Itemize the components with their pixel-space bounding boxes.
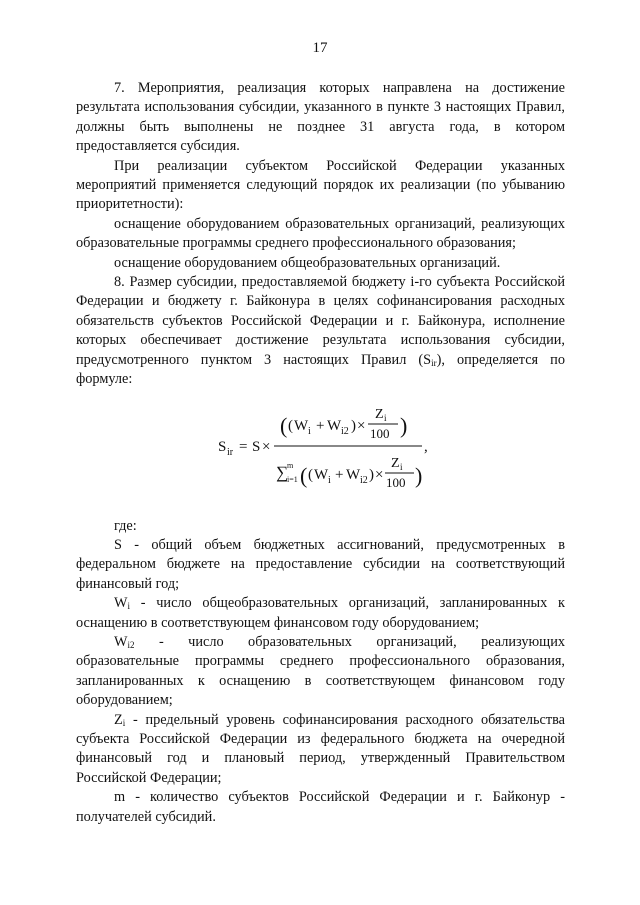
numerator-times: × [357, 417, 366, 434]
formula-lhs: S [218, 438, 227, 455]
numerator-z-sub: i [384, 412, 387, 423]
formula-equals: = [239, 438, 248, 455]
numerator-open-paren: ( [280, 412, 288, 438]
formula-svg [212, 398, 432, 498]
denominator-close-paren: ) [415, 462, 423, 488]
definition-m-text: - количество субъектов Российской Федерации и г. Байконур - получателей субсидий. [76, 789, 565, 825]
definition-wi [76, 594, 565, 633]
paragraph-8 [76, 273, 565, 389]
numerator-inner-open-paren: ( [288, 417, 293, 434]
definition-s-text: - общий объем бюджетных ассигнований, предусмотренных в федеральном бюджете на предоставление субсидии на соответствующий финансовый год; [76, 536, 565, 592]
paragraph-priority-2: оснащение оборудованием общеобразовательных организаций. [114, 254, 501, 271]
definition-s-symbol: S [114, 536, 122, 553]
denominator-plus: + [335, 466, 344, 483]
definition-zi-text: - предельный уровень софинансирования расходного обязательства субъекта Российской Федерации из федерального бюджета на очередной финансовый год и плановый период, утвержденный Правительством Российской Федерации; [76, 711, 565, 786]
formula-s: S [252, 438, 261, 455]
denominator-inner-open-paren: ( [308, 466, 313, 483]
definition-wi2-text: - число образовательных организаций, реализующих образовательные программы среднего профессионального образования, запланированных к оснащению в соответствующем финансовом году оборудованием; [76, 633, 565, 709]
paragraph-7: 7. Мероприятия, реализация которых направлена на достижение результата использования субсидии, указанного в пункте 3 настоящих Правил, должны быть выполнены не позднее 31 августа года, в котором предоставляется субсидия. [76, 80, 565, 155]
paragraph-8-symbol-base: S [423, 351, 432, 368]
denominator-sum: ∑ [276, 462, 289, 482]
paragraph-8-tail: ), определяется по формуле: [76, 351, 565, 388]
denominator-w2-sub: i2 [360, 474, 368, 486]
numerator-inner-close-paren: ) [351, 417, 356, 434]
formula-times: × [262, 438, 271, 455]
numerator-z: Z [375, 406, 384, 422]
paragraph-8-symbol [423, 352, 436, 368]
definition-wi-symbol: W [114, 595, 128, 612]
denominator-hundred: 100 [386, 474, 406, 490]
definition-zi-symbol: Z [114, 711, 123, 728]
definition-m [76, 788, 565, 827]
definition-zi-sub: i [122, 717, 126, 728]
denominator-z-sub: i [400, 461, 403, 472]
numerator-w2: W [327, 417, 342, 434]
denominator-inner-close-paren: ) [369, 466, 374, 483]
definition-wi-sub: i [127, 601, 131, 612]
numerator-w1-sub: i [308, 425, 311, 437]
definition-wi2-sub: i2 [127, 639, 135, 650]
where-label: где: [114, 517, 137, 534]
denominator-z: Z [391, 455, 400, 471]
numerator-w1: W [294, 417, 309, 434]
subsidy-formula [76, 398, 565, 498]
definition-wi-text: - число общеобразовательных организаций, запланированных к оснащению в соответствующем финансовом году оборудованием; [76, 595, 565, 631]
denominator-sum-bottom: i=1 [287, 474, 298, 484]
formula-lhs-sub: ir [227, 446, 234, 458]
numerator-close-paren: ) [400, 412, 408, 438]
definition-m-symbol: m [114, 789, 126, 806]
formula-comma: , [424, 438, 428, 455]
page-number: 17 [312, 40, 328, 56]
paragraph-8-symbol-sub: ir [431, 357, 437, 368]
denominator-times: × [375, 466, 384, 483]
definition-s [76, 536, 565, 594]
paragraph-priority-1: оснащение оборудованием образовательных организаций, реализующих образовательные программы среднего профессионального образования; [76, 215, 565, 252]
definition-wi2-symbol: W [114, 633, 128, 650]
paragraph-order-intro: При реализации субъектом Российской Федерации указанных мероприятий применяется следующий порядок их реализации (по убыванию приоритетности): [76, 157, 565, 213]
denominator-w1: W [314, 466, 329, 483]
definition-wi2 [76, 633, 565, 711]
denominator-sum-top: m [287, 460, 294, 470]
numerator-w2-sub: i2 [341, 425, 349, 437]
numerator-plus: + [316, 417, 325, 434]
numerator-hundred: 100 [370, 425, 390, 441]
denominator-w2: W [346, 466, 361, 483]
denominator-open-paren: ( [300, 462, 308, 488]
denominator-w1-sub: i [328, 474, 331, 486]
definition-zi [76, 711, 565, 789]
document-body [76, 79, 565, 827]
paragraph-8-text: 8. Размер субсидии, предоставляемой бюджету i-го субъекта Российской Федерации и бюджету г. Байконура в целях софинансирования расходных обязательств субъектов Российской Федерации и г. Байконура, исполнение которых обеспечивает достижение результата использования субсидии, предусмотренного пунктом 3 настоящих Правил ( [76, 274, 565, 368]
